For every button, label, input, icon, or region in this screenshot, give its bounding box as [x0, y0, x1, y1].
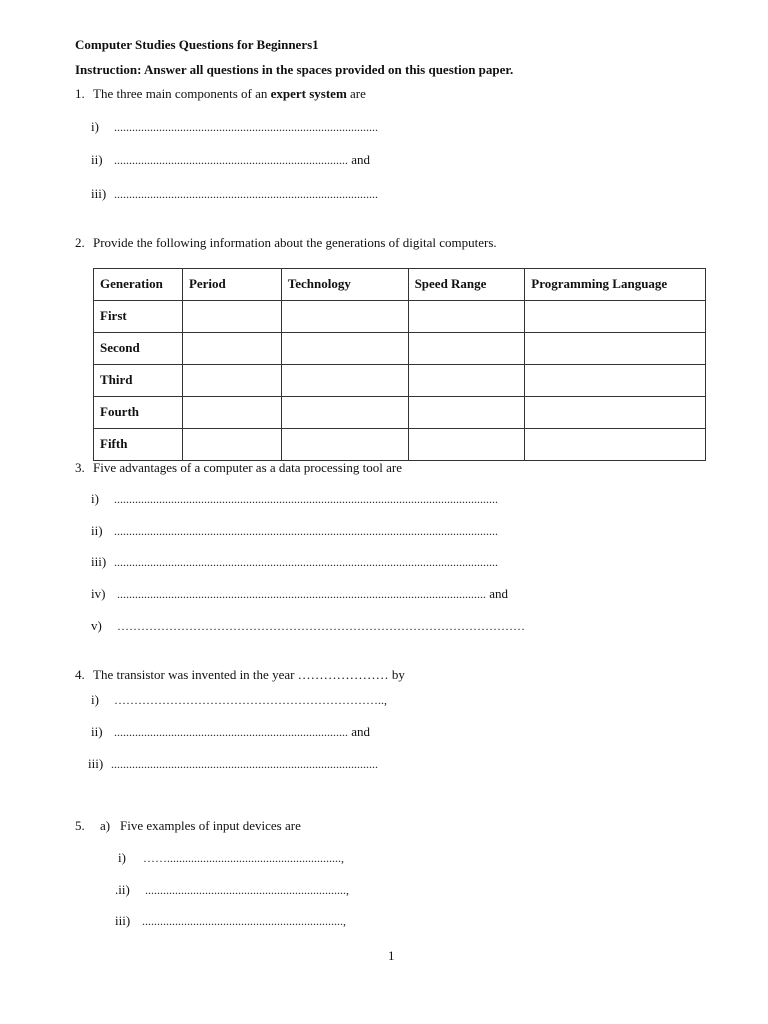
q1-item-label: ii)	[91, 152, 103, 167]
table-header-cell: Speed Range	[408, 269, 525, 301]
answer-cell[interactable]	[525, 365, 706, 397]
answer-suffix: and	[348, 152, 371, 167]
answer-dots: ................................................................................................................................	[114, 524, 498, 538]
q2-text: Provide the following information about the generations of digital computers.	[93, 235, 497, 250]
answer-cell[interactable]	[525, 429, 706, 461]
q5-item-label: iii)	[115, 913, 131, 928]
answer-dots: ...................................................................,	[142, 914, 346, 928]
q3-text: Five advantages of a computer as a data processing tool are	[93, 460, 402, 475]
answer-dots: …………………………………………………………..,	[114, 693, 387, 707]
answer-dots: ...........................................................................................................................	[117, 587, 486, 601]
generation-cell: Second	[94, 333, 183, 365]
answer-cell[interactable]	[408, 429, 525, 461]
q3-number: 3.	[75, 460, 85, 475]
answer-cell[interactable]	[525, 397, 706, 429]
q1-bold-term: expert system	[270, 86, 347, 101]
answer-cell[interactable]	[408, 333, 525, 365]
answer-cell[interactable]	[525, 333, 706, 365]
q1-answer-line	[114, 152, 370, 168]
generations-table	[93, 268, 706, 461]
q3-answer-line	[117, 586, 508, 602]
q5-text: Five examples of input devices are	[120, 818, 301, 833]
q4-item-label: i)	[91, 692, 99, 707]
q3-answer-line	[114, 554, 498, 570]
q1-item-label: i)	[91, 119, 99, 134]
q4-answer-line	[114, 724, 370, 740]
generation-cell: First	[94, 301, 183, 333]
answer-suffix: and	[486, 586, 509, 601]
document-title: Computer Studies Questions for Beginners1	[75, 37, 319, 52]
q4-item-label: ii)	[91, 724, 103, 739]
q5-number: 5.	[75, 818, 85, 833]
q3-item-label: iii)	[91, 554, 107, 569]
q3-answer-line	[117, 618, 525, 634]
page-number: 1	[388, 948, 395, 963]
answer-cell[interactable]	[182, 365, 281, 397]
q5-answer-line	[142, 913, 346, 929]
table-row	[94, 397, 706, 429]
q3-item-label: v)	[91, 618, 102, 633]
table-header-cell: Period	[182, 269, 281, 301]
answer-cell[interactable]	[408, 301, 525, 333]
answer-dots: ........................................................................................	[114, 120, 378, 134]
generation-cell: Fifth	[94, 429, 183, 461]
answer-dots: ……..........................................................,	[143, 851, 344, 865]
table-header-row	[94, 269, 706, 301]
table-row	[94, 429, 706, 461]
answer-dots: …………………………………………………………………………………………	[117, 619, 525, 633]
answer-cell[interactable]	[281, 333, 408, 365]
q1-answer-line	[114, 119, 378, 135]
generation-cell: Third	[94, 365, 183, 397]
table-row	[94, 301, 706, 333]
q1-text-before: The three main components of an	[93, 86, 271, 101]
answer-dots: ................................................................................................................................	[114, 492, 498, 506]
q3-answer-line	[114, 523, 498, 539]
answer-cell[interactable]	[281, 301, 408, 333]
answer-cell[interactable]	[281, 429, 408, 461]
q4-answer-line	[114, 692, 387, 708]
answer-cell[interactable]	[525, 301, 706, 333]
answer-suffix: and	[348, 724, 371, 739]
q3-answer-line	[114, 491, 498, 507]
q1-number: 1.	[75, 86, 85, 101]
q1-text-after: are	[346, 86, 366, 101]
q3-item-label: iv)	[91, 586, 106, 601]
q5-item-label: .ii)	[115, 882, 130, 897]
answer-dots: ..............................................................................	[114, 153, 348, 167]
answer-cell[interactable]	[182, 333, 281, 365]
answer-cell[interactable]	[281, 397, 408, 429]
q4-text: The transistor was invented in the year ………………… by	[93, 667, 405, 682]
table-header-cell: Generation	[94, 269, 183, 301]
table-header-cell: Technology	[281, 269, 408, 301]
q1-answer-line	[114, 186, 378, 202]
answer-dots: ........................................................................................	[114, 187, 378, 201]
q5-part: a)	[100, 818, 111, 833]
answer-cell[interactable]	[281, 365, 408, 397]
answer-dots: ...................................................................,	[145, 883, 349, 897]
answer-dots: ................................................................................................................................	[114, 555, 498, 569]
answer-cell[interactable]	[182, 429, 281, 461]
instruction-text: Instruction: Answer all questions in the spaces provided on this question paper.	[75, 62, 514, 77]
answer-cell[interactable]	[182, 301, 281, 333]
table-row	[94, 333, 706, 365]
table-header-cell: Programming Language	[525, 269, 706, 301]
q2-number: 2.	[75, 235, 85, 250]
generation-cell: Fourth	[94, 397, 183, 429]
answer-cell[interactable]	[182, 397, 281, 429]
table-row	[94, 365, 706, 397]
q4-answer-line	[111, 756, 378, 772]
q1-text	[93, 86, 366, 102]
answer-cell[interactable]	[408, 397, 525, 429]
q3-item-label: ii)	[91, 523, 103, 538]
answer-dots: ..............................................................................	[114, 725, 348, 739]
q3-item-label: i)	[91, 491, 99, 506]
q1-item-label: iii)	[91, 186, 107, 201]
q5-answer-line	[145, 882, 349, 898]
q4-item-label: iii)	[88, 756, 104, 771]
answer-dots: .........................................................................................	[111, 757, 378, 771]
q5-answer-line	[143, 850, 344, 866]
answer-cell[interactable]	[408, 365, 525, 397]
q4-number: 4.	[75, 667, 85, 682]
q5-item-label: i)	[118, 850, 126, 865]
